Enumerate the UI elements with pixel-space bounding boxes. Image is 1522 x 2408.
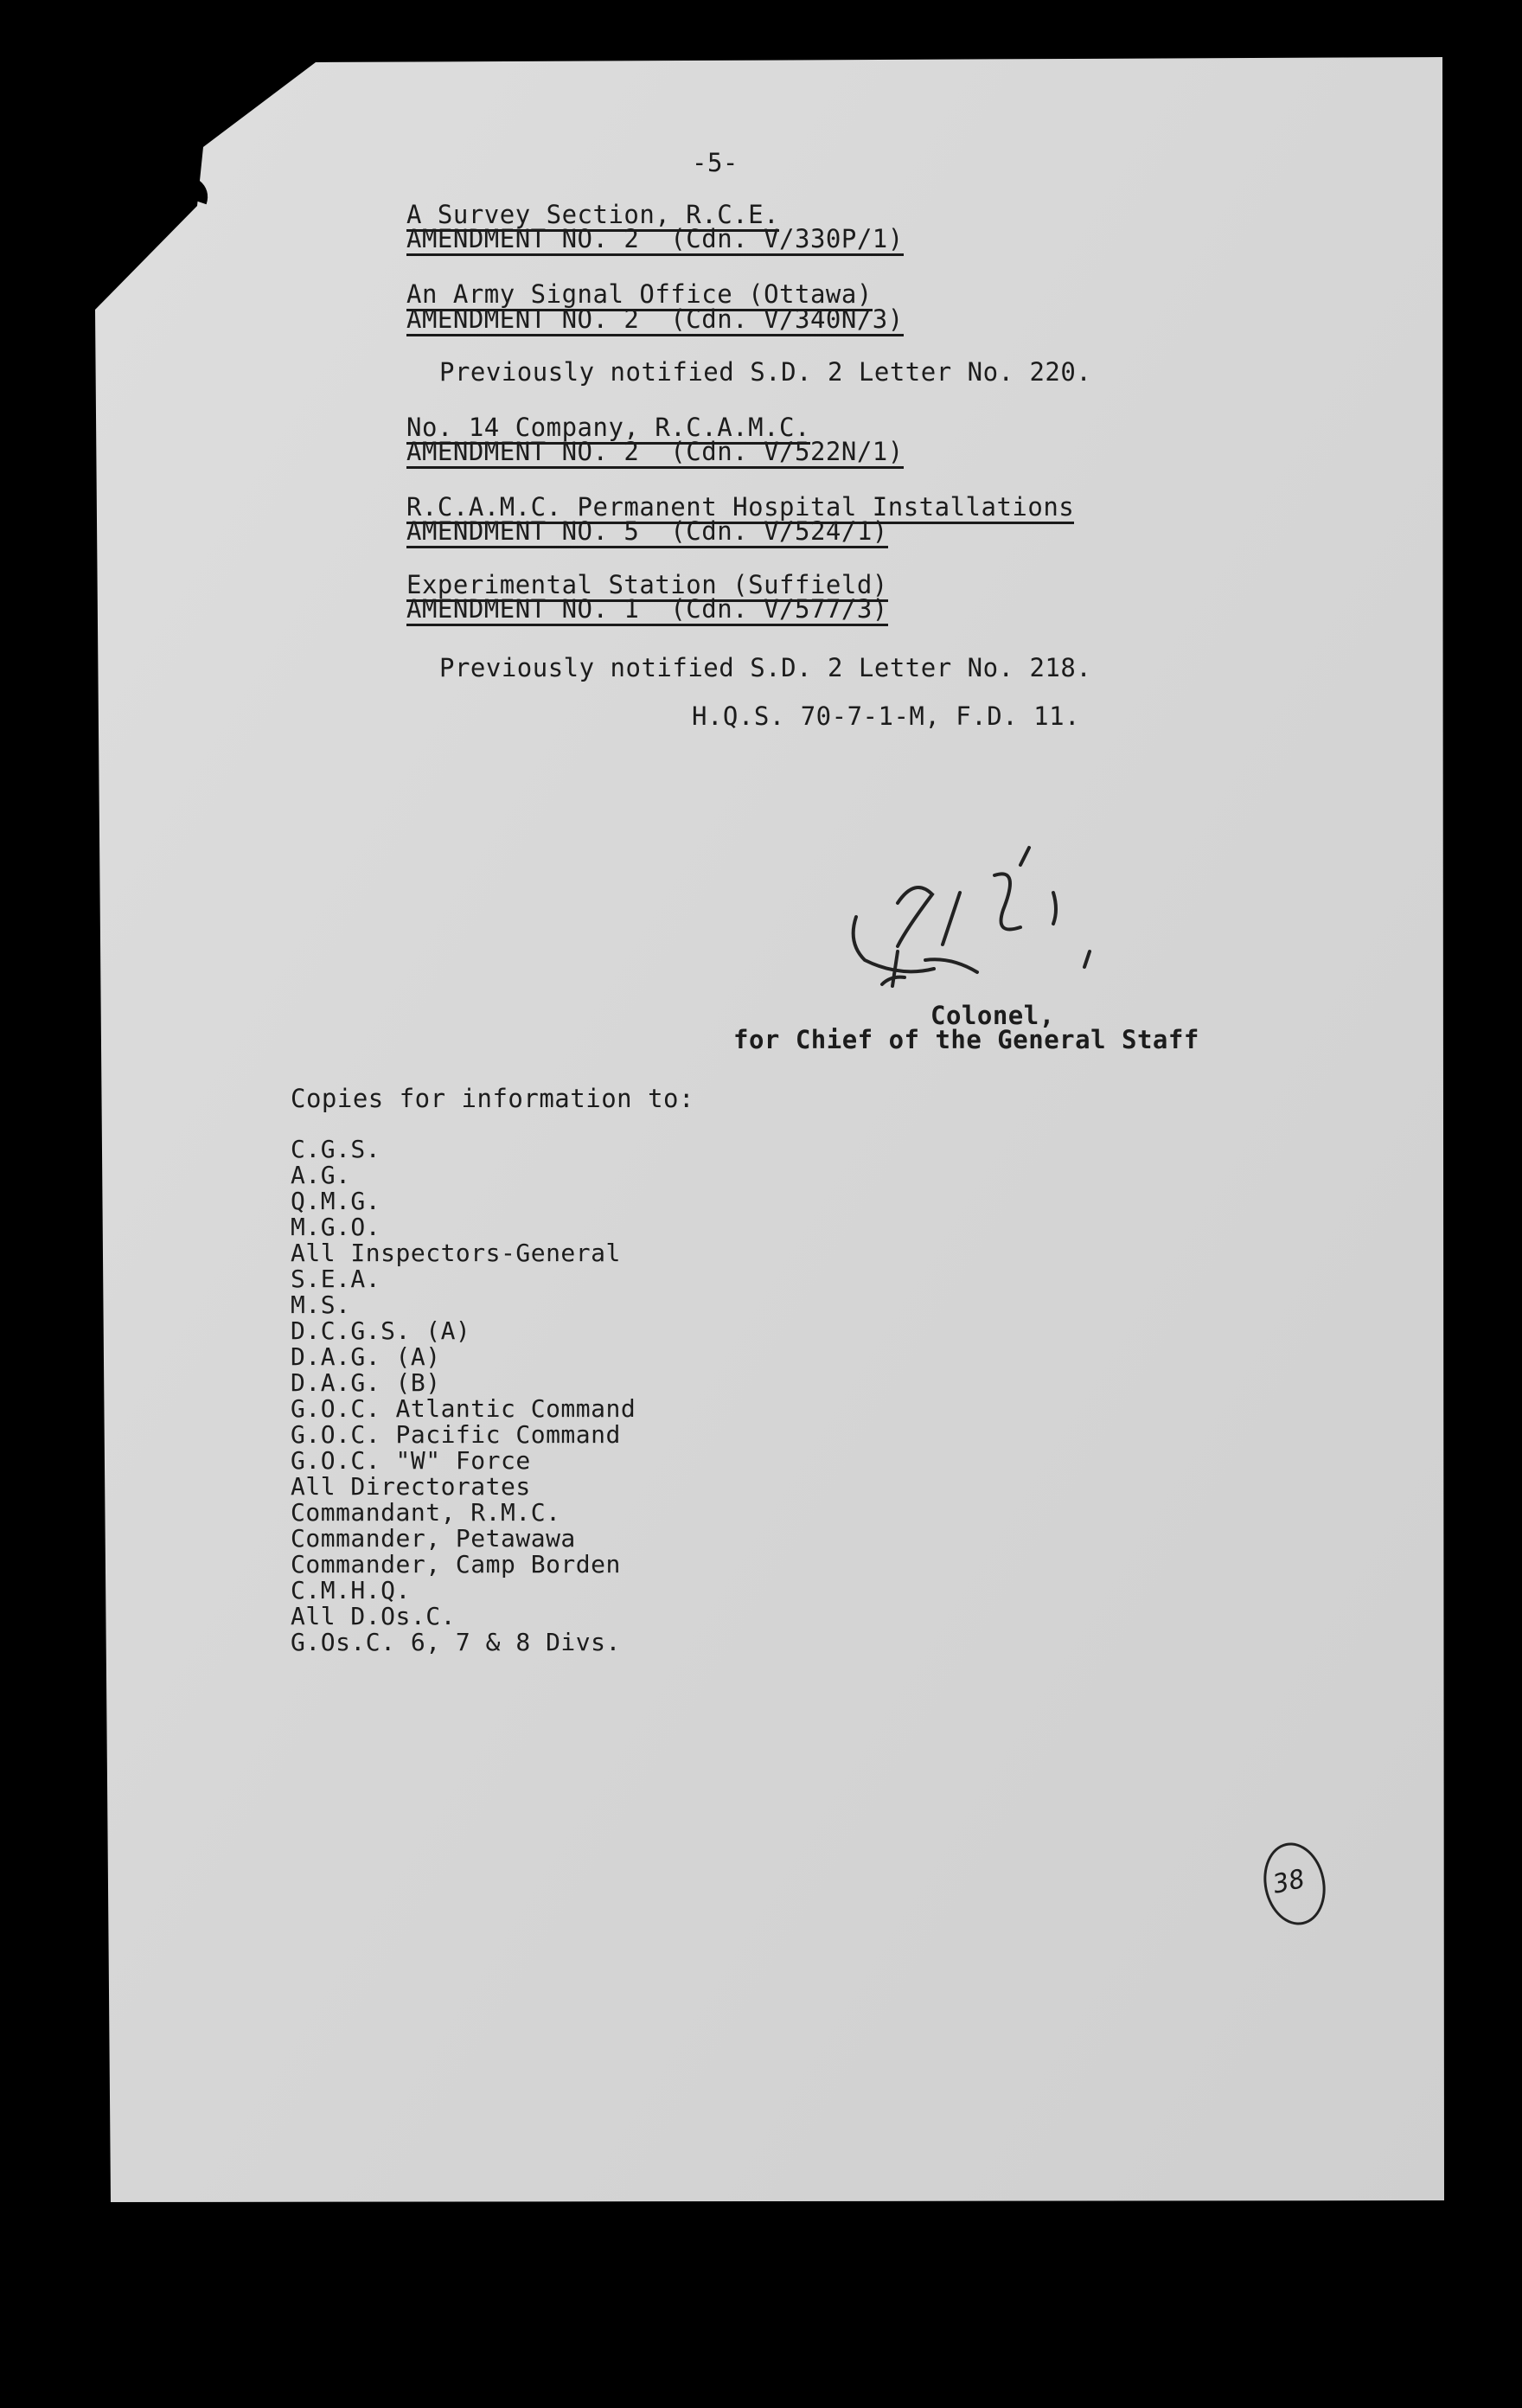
list-item: D.A.G. (A) — [291, 1342, 441, 1371]
amendment-line-hospital-installations: AMENDMENT NO. 5 (Cdn. V/524/1) — [406, 517, 888, 548]
previously-notified-218: Previously notified S.D. 2 Letter No. 218. — [439, 653, 1092, 682]
amendment-line-14-company: AMENDMENT NO. 2 (Cdn. V/522N/1) — [406, 438, 904, 469]
list-item: All Inspectors-General — [291, 1239, 621, 1267]
page-number: -5- — [692, 148, 739, 177]
amendment-unit-experimental-station: Experimental Station (Suffield) — [406, 571, 888, 602]
folio-number: 38 — [1270, 1863, 1308, 1900]
copies-heading: Copies for information to: — [291, 1084, 694, 1113]
list-item: A.G. — [291, 1161, 351, 1189]
handwritten-signature — [822, 830, 1219, 1107]
signature-rank: Colonel, — [930, 1001, 1055, 1030]
amendment-unit-survey-section: A Survey Section, R.C.E. — [406, 201, 779, 232]
list-item: M.G.O. — [291, 1213, 381, 1241]
list-item: G.O.C. Atlantic Command — [291, 1394, 636, 1423]
file-reference: H.Q.S. 70-7-1-M, F.D. 11. — [692, 701, 1080, 731]
list-item: C.G.S. — [291, 1135, 381, 1163]
list-item: Q.M.G. — [291, 1187, 381, 1215]
amendment-line-signal-office: AMENDMENT NO. 2 (Cdn. V/340N/3) — [406, 305, 904, 336]
amendment-unit-hospital-installations: R.C.A.M.C. Permanent Hospital Installations — [406, 493, 1074, 524]
previously-notified-220: Previously notified S.D. 2 Letter No. 220. — [439, 357, 1092, 387]
list-item: C.M.H.Q. — [291, 1576, 411, 1604]
list-item: Commander, Petawawa — [291, 1524, 576, 1553]
list-item: G.O.C. Pacific Command — [291, 1420, 621, 1449]
amendment-line-experimental-station: AMENDMENT NO. 1 (Cdn. V/577/3) — [406, 595, 888, 626]
list-item: All D.Os.C. — [291, 1602, 456, 1630]
list-item: Commandant, R.M.C. — [291, 1498, 561, 1527]
list-item: M.S. — [291, 1290, 351, 1319]
amendment-unit-14-company: No. 14 Company, R.C.A.M.C. — [406, 413, 810, 445]
signature-for-line: for Chief of the General Staff — [733, 1025, 1199, 1054]
amendment-unit-signal-office: An Army Signal Office (Ottawa) — [406, 280, 873, 311]
list-item: S.E.A. — [291, 1265, 381, 1293]
list-item: G.Os.C. 6, 7 & 8 Divs. — [291, 1628, 621, 1656]
list-item: D.A.G. (B) — [291, 1368, 441, 1397]
list-item: G.O.C. "W" Force — [291, 1446, 531, 1475]
list-item: D.C.G.S. (A) — [291, 1316, 471, 1345]
list-item: Commander, Camp Borden — [291, 1550, 621, 1579]
amendment-line-survey-section: AMENDMENT NO. 2 (Cdn. V/330P/1) — [406, 225, 904, 256]
list-item: All Directorates — [291, 1472, 531, 1501]
